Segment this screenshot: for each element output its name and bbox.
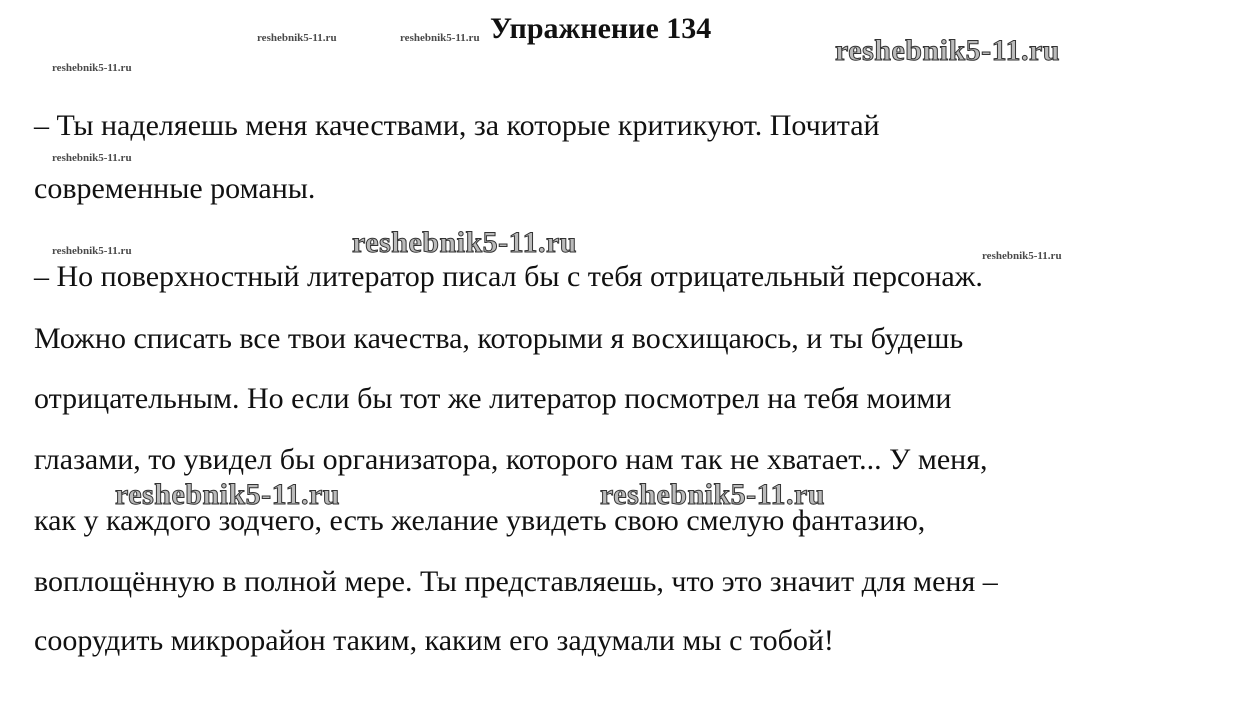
text-line: – Ты наделяешь меня качествами, за которые критикуют. Почитай — [34, 109, 880, 142]
text-line: – Но поверхностный литератор писал бы с тебя отрицательный персонаж. — [34, 260, 983, 293]
text-line: как у каждого зодчего, есть желание увидеть свою смелую фантазию, — [34, 504, 926, 537]
watermark-large: reshebnik5-11.ru — [835, 34, 1060, 67]
text-line: современные романы. — [34, 172, 316, 205]
watermark-small: reshebnik5-11.ru — [52, 152, 132, 164]
watermark-small: reshebnik5-11.ru — [982, 250, 1062, 262]
text-line: Можно списать все твои качества, которыми я восхищаюсь, и ты будешь — [34, 322, 964, 355]
watermark-small: reshebnik5-11.ru — [52, 62, 132, 74]
watermark-small: reshebnik5-11.ru — [400, 32, 480, 44]
watermark-small: reshebnik5-11.ru — [257, 32, 337, 44]
exercise-title: Упражнение 134 — [490, 12, 712, 45]
watermark-small: reshebnik5-11.ru — [52, 245, 132, 257]
text-line: соорудить микрорайон таким, каким его задумали мы с тобой! — [34, 624, 834, 657]
watermark-large: reshebnik5-11.ru — [352, 226, 577, 259]
watermark-large: reshebnik5-11.ru — [600, 478, 825, 511]
text-line: воплощённую в полной мере. Ты представляешь, что это значит для меня – — [34, 565, 998, 598]
text-line: глазами, то увидел бы организатора, которого нам так не хватает... У меня, — [34, 443, 988, 476]
watermark-large: reshebnik5-11.ru — [115, 478, 340, 511]
text-line: отрицательным. Но если бы тот же литератор посмотрел на тебя моими — [34, 382, 952, 415]
